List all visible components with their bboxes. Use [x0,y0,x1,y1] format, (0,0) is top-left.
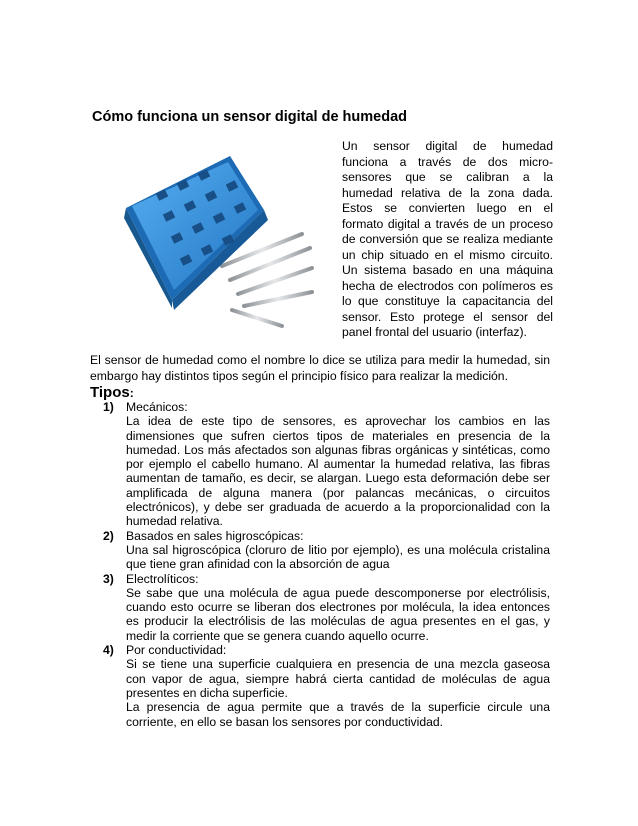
list-item [103,400,550,529]
list-item-number: 3) [103,571,114,586]
list-item-title: Por conductividad: [126,643,227,658]
list-item [103,643,550,729]
tipos-heading-text: Tipos [90,384,130,401]
list-item-body: Si se tiene una superficie cualquiera en presencia de una mezcla gaseosa con vapor de agua, siempre habrá cierta cantidad de moléculas de agua presentes en dicha superficie. [126,657,550,700]
list-item-number: 4) [103,643,114,658]
tipos-list [103,400,550,729]
document-title: Cómo funciona un sensor digital de humedad [92,109,407,125]
humidity-sensor-image [112,148,317,336]
list-item-number: 1) [103,400,114,414]
list-item-body-continued: La presencia de agua permite que a través de la superficie circule una corriente, en ello se basan los sensores por conductividad. [126,700,550,729]
list-item-title: Mecánicos: [126,400,188,414]
intro-paragraph: Un sensor digital de humedad funciona a través de dos micro-sensores que se calibran a la humedad relativa de la zona dada. Estos se convierten luego en el formato digital a través de un proceso de conversión que se realiza mediante un chip situado en el mismo circuito. Un sistema basado en una máquina hecha de electrodos con polímeros es lo que constituye la capacitancia del sensor. Esto protege el sensor del panel frontal del usuario (interfaz). [342,139,553,339]
list-item-body: Una sal higroscópica (cloruro de litio por ejemplo), es una molécula cristalina que tiene gran afinidad con la absorción de agua [126,542,550,572]
list-item-number: 2) [103,528,114,543]
list-item-title: Basados en sales higroscópicas: [126,528,304,543]
body-paragraph: El sensor de humedad como el nombre lo dice se utiliza para medir la humedad, sin embargo hay distintos tipos según el principio físico para realizar la medición. [90,353,550,383]
list-item-body: Se sabe que una molécula de agua puede descomponerse por electrólisis, cuando esto ocurre se liberan dos electrones por molécula, la idea entonces es producir la electrólisis de las moléculas de agua presentes en el gas, y medir la corriente que se genera cuando aquello ocurre. [126,585,550,643]
list-item-title: Electrolíticos: [126,571,199,586]
list-item-body: La idea de este tipo de sensores, es aprovechar los cambios en las dimensiones que sufren ciertos tipos de materiales en presencia de la humedad. Los más afectados son algunas fibras orgánicas y sintéticas, como por ejemplo el cabello humano. Al aumentar la humedad relativa, las fibras aumentan de tamaño, es decir, se alargan. Luego esta deformación debe ser amplificada de alguna manera (por palancas mecánicas, o circuitos electrónicos), y debe ser graduada de acuerdo a la proporcionalidad con la humedad relativa. [126,414,550,529]
list-item [103,572,550,643]
list-item [103,529,550,572]
tipos-heading-colon: : [129,386,134,400]
